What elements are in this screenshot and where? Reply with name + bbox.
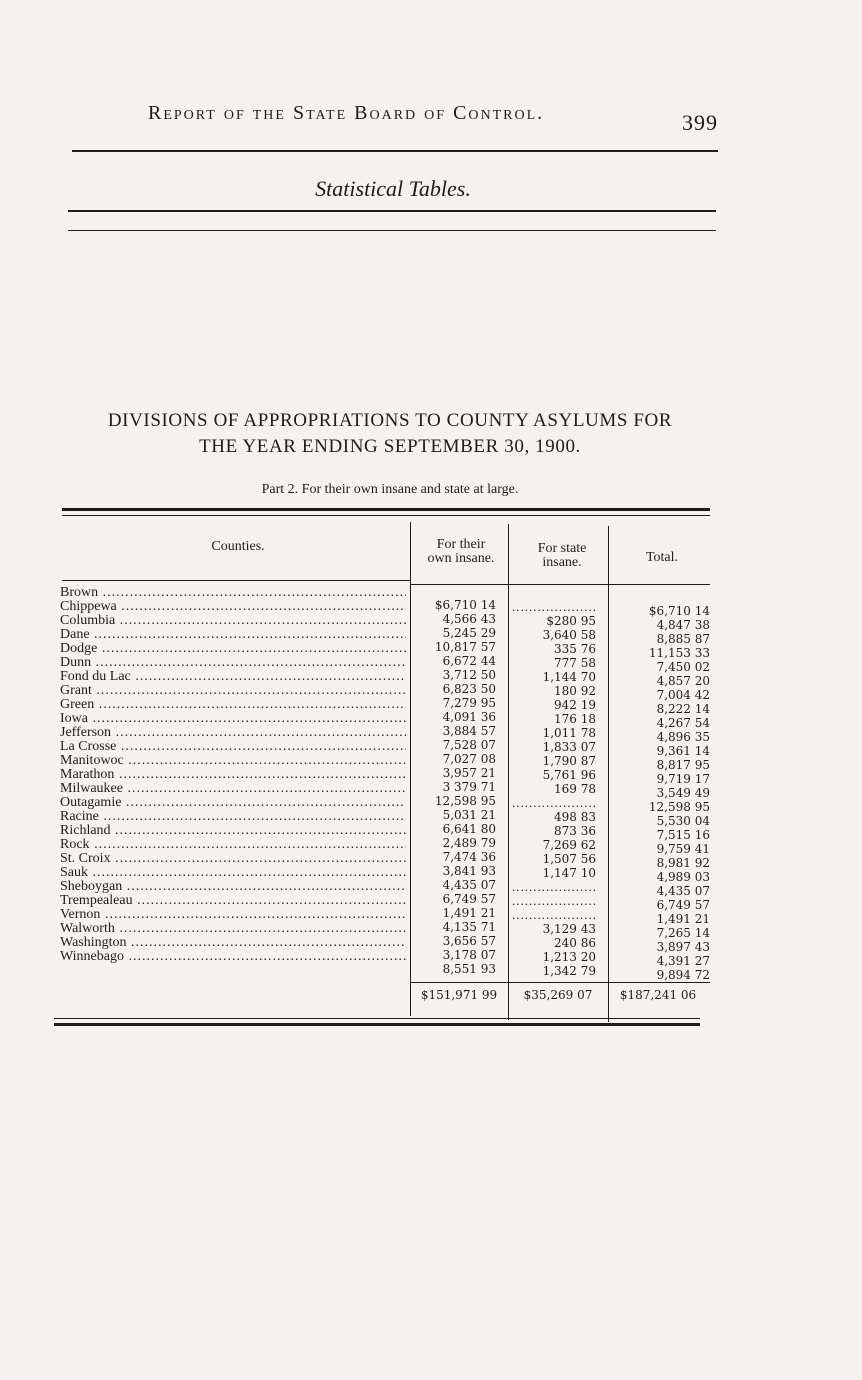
state-insane-value: 873 36 — [554, 824, 596, 838]
own-insane-value: 3,712 50 — [442, 668, 496, 682]
own-insane-value: 6,749 57 — [442, 892, 496, 906]
header-state-line-1: For state — [537, 541, 587, 556]
own-insane-value: 12,598 95 — [434, 794, 496, 808]
state-insane-value: 169 78 — [554, 782, 596, 796]
table-title — [60, 408, 720, 460]
header-total: Total. — [645, 550, 679, 565]
table-title-line-1: DIVISIONS OF APPROPRIATIONS TO COUNTY ASYLUMS FOR — [107, 410, 673, 431]
county-name: Grant ..... — [60, 684, 406, 698]
total-value: 4,435 07 — [656, 884, 710, 898]
grand-total-own: $151,971 99 — [420, 988, 498, 1002]
empty-state-leader: .................... — [512, 880, 597, 894]
own-insane-value: $6,710 14 — [434, 598, 496, 612]
header-bottom-rule-num — [410, 584, 710, 585]
state-insane-value: 777 58 — [554, 656, 596, 670]
own-insane-value: 1,491 21 — [442, 906, 496, 920]
state-insane-value: 180 92 — [554, 684, 596, 698]
state-insane-value: 1,213 20 — [542, 950, 596, 964]
county-name: St. Croix ..... — [60, 852, 406, 866]
state-insane-value: $280 95 — [546, 614, 596, 628]
state-insane-value: 3,640 58 — [542, 628, 596, 642]
county-name: Richland ..... — [60, 824, 406, 838]
total-value: 3,897 43 — [656, 940, 710, 954]
state-insane-value: 498 83 — [554, 810, 596, 824]
total-value: 4,896 35 — [656, 730, 710, 744]
total-value: 1,491 21 — [656, 912, 710, 926]
own-insane-value: 6,823 50 — [442, 682, 496, 696]
own-insane-value: 3,656 57 — [442, 934, 496, 948]
county-name: Sheboygan ..... — [60, 880, 406, 894]
section-rule-lower — [68, 230, 716, 231]
own-insane-value: 4,091 36 — [442, 710, 496, 724]
total-value: 8,817 95 — [656, 758, 710, 772]
own-insane-value: 5,031 21 — [442, 808, 496, 822]
total-value: 8,885 87 — [656, 632, 710, 646]
header-own-insane — [412, 538, 510, 566]
total-value: 4,847 38 — [656, 618, 710, 632]
county-name: Milwaukee ..... — [60, 782, 406, 796]
header-state-insane — [512, 542, 612, 570]
own-insane-value: 2,489 79 — [442, 836, 496, 850]
own-insane-value: 7,474 36 — [442, 850, 496, 864]
total-value: 6,749 57 — [656, 898, 710, 912]
total-value: 12,598 95 — [648, 800, 710, 814]
state-insane-value: 1,507 56 — [542, 852, 596, 866]
county-name: La Crosse ..... — [60, 740, 406, 754]
header-own-line-1: For their — [436, 537, 486, 552]
county-name: Iowa ..... — [60, 712, 406, 726]
total-value: 9,894 72 — [656, 968, 710, 982]
empty-state-leader: .................... — [512, 908, 597, 922]
county-name: Brown ..... — [60, 586, 406, 600]
state-insane-value: 1,833 07 — [542, 740, 596, 754]
state-insane-value: 3,129 43 — [542, 922, 596, 936]
county-name: Washington ..... — [60, 936, 406, 950]
county-name: Green ..... — [60, 698, 406, 712]
total-value: 8,981 92 — [656, 856, 710, 870]
county-name: Trempealeau ..... — [60, 894, 406, 908]
state-insane-value: 335 76 — [554, 642, 596, 656]
own-insane-value: 7,279 95 — [442, 696, 496, 710]
total-value: 7,265 14 — [656, 926, 710, 940]
county-name: Columbia ..... — [60, 614, 406, 628]
table-subtitle: Part 2. For their own insane and state at large. — [261, 482, 519, 497]
county-name: Outagamie ..... — [60, 796, 406, 810]
total-value: 4,857 20 — [656, 674, 710, 688]
table-bottom-rule-thin — [54, 1018, 700, 1019]
header-own-line-2: own insane. — [427, 551, 495, 566]
total-value: 4,391 27 — [656, 954, 710, 968]
own-insane-value: 3,178 07 — [442, 948, 496, 962]
total-value: 9,361 14 — [656, 744, 710, 758]
total-value: 7,450 02 — [656, 660, 710, 674]
own-insane-value: 7,528 07 — [442, 738, 496, 752]
county-name: Jefferson ..... — [60, 726, 406, 740]
page-number: 399 — [682, 110, 718, 135]
total-value: 9,759 41 — [656, 842, 710, 856]
total-value: 8,222 14 — [656, 702, 710, 716]
total-value: 7,004 42 — [656, 688, 710, 702]
county-name: Winnebago ..... — [60, 950, 406, 964]
state-insane-value: 1,790 87 — [542, 754, 596, 768]
grand-total: $187,241 06 — [619, 988, 697, 1002]
section-title: Statistical Tables. — [315, 176, 471, 201]
state-insane-value: 1,011 78 — [542, 726, 596, 740]
header-rule — [72, 150, 718, 152]
total-value: 4,989 03 — [656, 870, 710, 884]
state-insane-value: 7,269 62 — [542, 838, 596, 852]
county-name: Vernon ..... — [60, 908, 406, 922]
own-insane-value: 7,027 08 — [442, 752, 496, 766]
own-insane-value: 4,135 71 — [442, 920, 496, 934]
empty-state-leader: .................... — [512, 894, 597, 908]
own-insane-value: 4,435 07 — [442, 878, 496, 892]
table-top-rule-thin — [62, 515, 710, 516]
county-name: Marathon ..... — [60, 768, 406, 782]
state-insane-value: 1,144 70 — [542, 670, 596, 684]
county-name: Walworth ..... — [60, 922, 406, 936]
header-bottom-rule — [62, 580, 410, 581]
county-name: Racine ..... — [60, 810, 406, 824]
running-head-title: Report of the State Board of Control. — [148, 102, 545, 124]
county-name: Rock ..... — [60, 838, 406, 852]
state-insane-value: 942 19 — [554, 698, 596, 712]
total-value: 3,549 49 — [656, 786, 710, 800]
own-insane-value: 10,817 57 — [434, 640, 496, 654]
county-name: Fond du Lac ..... — [60, 670, 406, 684]
total-value: $6,710 14 — [648, 604, 710, 618]
table-bottom-rule-thick — [54, 1023, 700, 1026]
state-insane-value: 176 18 — [554, 712, 596, 726]
total-value: 11,153 33 — [648, 646, 710, 660]
total-value: 7,515 16 — [656, 828, 710, 842]
table-top-rule-thick — [62, 508, 710, 511]
county-name: Chippewa ..... — [60, 600, 406, 614]
own-insane-value: 3 379 71 — [442, 780, 496, 794]
table-title-line-2: THE YEAR ENDING SEPTEMBER 30, 1900. — [199, 436, 581, 457]
own-insane-value: 6,641 80 — [442, 822, 496, 836]
county-name: Sauk ..... — [60, 866, 406, 880]
header-counties: Counties. — [211, 539, 265, 554]
state-insane-value: 1,342 79 — [542, 964, 596, 978]
empty-state-leader: .................... — [512, 796, 597, 810]
total-value: 4,267 54 — [656, 716, 710, 730]
own-insane-value: 3,841 93 — [442, 864, 496, 878]
county-name: Dunn ..... — [60, 656, 406, 670]
own-insane-value: 8,551 93 — [442, 962, 496, 976]
sum-rule — [410, 982, 710, 983]
section-rule — [68, 210, 716, 212]
grand-total-state: $35,269 07 — [523, 988, 593, 1002]
own-insane-value: 5,245 29 — [442, 626, 496, 640]
own-insane-value: 3,957 21 — [442, 766, 496, 780]
total-value: 5,530 04 — [656, 814, 710, 828]
county-name: Manitowoc ..... — [60, 754, 406, 768]
header-state-line-2: insane. — [542, 555, 582, 570]
own-insane-value: 6,672 44 — [442, 654, 496, 668]
state-insane-value: 5,761 96 — [542, 768, 596, 782]
state-insane-value: 240 86 — [554, 936, 596, 950]
county-name: Dodge ..... — [60, 642, 406, 656]
own-insane-value: 4,566 43 — [442, 612, 496, 626]
own-insane-value: 3,884 57 — [442, 724, 496, 738]
county-name: Dane ..... — [60, 628, 406, 642]
state-insane-value: 1,147 10 — [542, 866, 596, 880]
empty-state-leader: .................... — [512, 600, 597, 614]
total-value: 9,719 17 — [656, 772, 710, 786]
